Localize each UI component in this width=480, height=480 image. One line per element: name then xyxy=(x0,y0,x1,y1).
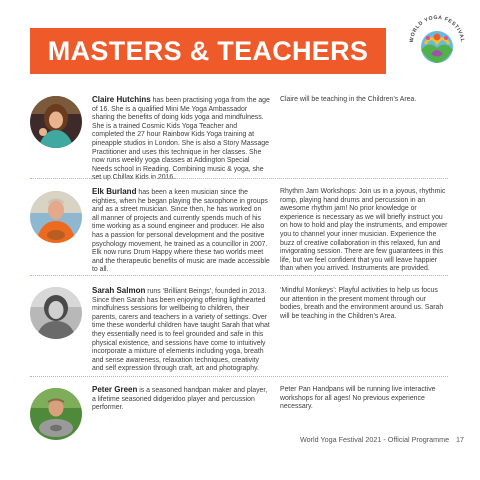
section-divider xyxy=(30,275,448,276)
page-footer xyxy=(300,435,464,444)
teacher-session-description: Claire will be teaching in the Children’s Area. xyxy=(280,96,417,103)
title-banner xyxy=(30,28,386,74)
page-number: 17 xyxy=(456,435,464,444)
teacher-name: Sarah Salmon xyxy=(92,286,146,295)
teacher-bio xyxy=(92,96,270,183)
teacher-bio-text: has been practising yoga from the age of 16. She is a qualified Mini Me Yoga Ambassador sharing the benefits of doing kids yoga and mindfulness. She is a trained Cosmic Kids Yoga Teacher and completed the 27 hour Rainbow Kids Yoga training at pineapple studios in London. She is also a Story Massage Practitioner and uses this technique in her classes. She now runs weekly yoga classes at Addington Special Needs school in Reading. Combining music & yoga, she set up Chillax Kids in 2016. xyxy=(92,97,270,182)
teacher-bio-text: has been a keen musician since the eighties, when he began playing the saxophone in groups and as a street musician. Since then, he has worked on all manner of projects and currently spends much of his time working as a sound engineer and producer. He also has a passion for personal development and the positive psychology movement, he trained as a councillor in 2007. Elk now runs Drum Happy where these two worlds meet and the therapeutic benefits of music are made accessible to all. xyxy=(92,189,270,274)
teacher-bio-text: is a seasoned handpan maker and player, a lifetime seasoned didgeridoo player and percussion performer. xyxy=(92,387,268,412)
teacher-session-description: Peter Pan Handpans will be running live interactive workshops for all ages! No previous experience necessary. xyxy=(280,386,436,411)
teacher-session-description: ‘Mindful Monkeys’: Playful activities to help us focus our attention in the present moment through our bodies, breath and the environment around us. Sarah will be teaching in the Children’s Area. xyxy=(280,287,444,320)
teacher-bio xyxy=(92,188,270,275)
teacher-photo xyxy=(30,388,82,440)
teacher-name: Claire Hutchins xyxy=(92,95,151,104)
teacher-bio-text: runs ‘Brilliant Beings’, founded in 2013. Since then Sarah has been enjoying offering lighthearted mindfulness sessions for wellbeing to children, their parents, carers and teachers in a variety of settings. Over time these wonderful children have taught Sarah that what they essentially need is to feel grounded and safe in this physical existence, and sessions have come to intuitively incorporate a mixture of elements including yoga, breath and sense awareness, relaxation techniques, creativity and self expression through craft, art and photography. xyxy=(92,288,270,373)
teacher-name: Peter Green xyxy=(92,385,138,394)
teacher-photo xyxy=(30,191,82,243)
section-divider xyxy=(30,376,448,377)
teacher-bio xyxy=(92,386,270,413)
teacher-name: Elk Burland xyxy=(92,187,137,196)
teacher-session-description: Rhythm Jam Workshops: Join us in a joyous, rhythmic romp, playing hand drums and percussion in an awesome rhythm jam! No prior knowledge or experience is necessary as we will briefly instruct you on how to hold and play the instruments, and empower you to channel your inner musician. Experience the buzz of creative collaboration in this relaxed, fun and invigorating session. There are few guarantees in this life, but we feel confident that you will leave happier than when you arrived. Instruments are provided. xyxy=(280,188,448,273)
logo-text: WORLD YOGA FESTIVAL xyxy=(408,14,466,43)
teacher-bio xyxy=(92,287,270,374)
publication-title: World Yoga Festival 2021 - Official Programme xyxy=(300,435,450,444)
festival-logo xyxy=(404,10,470,76)
section-divider xyxy=(30,178,448,179)
page-title: MASTERS & TEACHERS xyxy=(47,35,369,66)
teacher-photo xyxy=(30,287,82,339)
teacher-photo xyxy=(30,96,82,148)
